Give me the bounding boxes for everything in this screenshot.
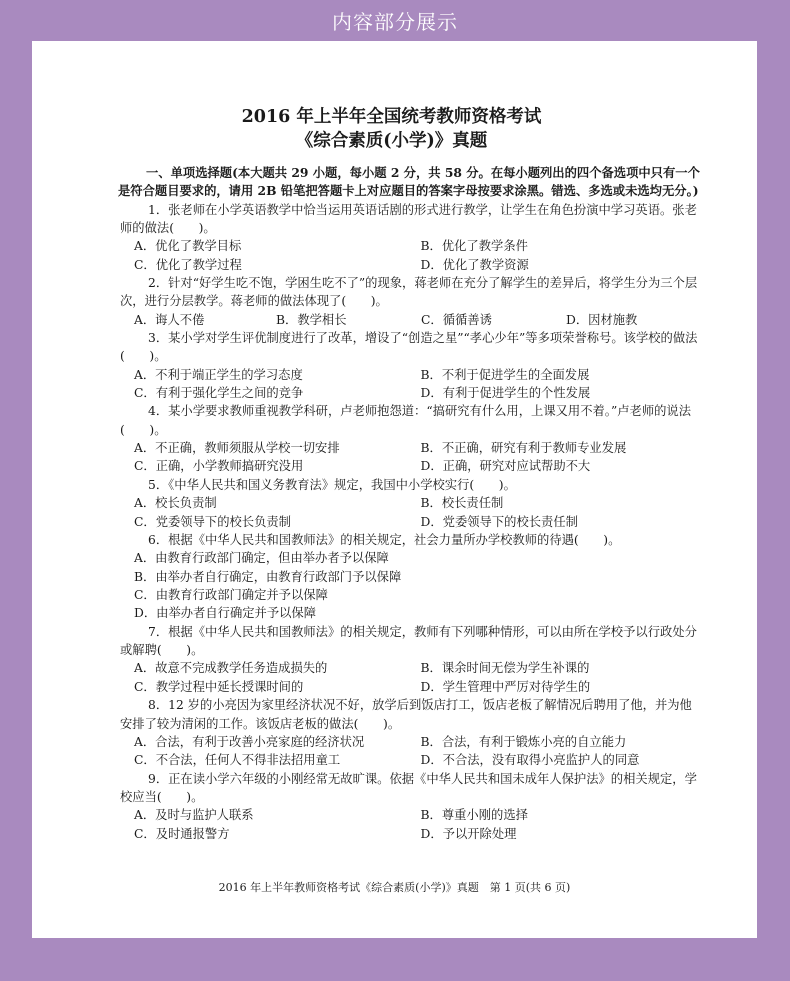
option-d: D．党委领导下的校长责任制 (420, 514, 578, 529)
question-4: 4．某小学要求教师重视教学科研，卢老师抱怨道：“搞研究有什么用，上课又用不着。”卢老师的说法( )。 (120, 404, 692, 437)
option-c: C．教学过程中延长授课时间的 (134, 679, 304, 694)
question-2: 2．针对“好学生吃不饱，学困生吃不了”的现象，蒋老师在充分了解学生的差异后，将学生分为三个层次，进行分层教学。蒋老师的做法体现了( )。 (120, 276, 698, 309)
option-d: D．不合法，没有取得小亮监护人的同意 (420, 753, 640, 768)
option-c: C．优化了教学过程 (134, 257, 242, 272)
option-d: D．予以开除处理 (420, 826, 517, 841)
question-1-options (120, 237, 693, 274)
question-1: 1．张老师在小学英语教学中恰当运用英语话剧的形式进行教学，让学生在角色扮演中学习英语。张老师的做法( )。 (120, 202, 697, 235)
option-a: A．优化了教学目标 (134, 239, 242, 254)
question-2-options (120, 311, 693, 329)
question-6-options (120, 549, 693, 623)
option-b: B．不正确，研究有利于教师专业发展 (420, 441, 627, 455)
option-c: C．正确，小学教师搞研究没用 (134, 459, 304, 474)
option-d: D．因材施教 (566, 312, 638, 327)
question-4-options (120, 439, 693, 476)
option-a: A．故意不完成教学任务造成损失的 (134, 661, 328, 676)
doc-title-line2: 《综合素质(小学)》真题 (295, 131, 488, 151)
option-b: B．课余时间无偿为学生补课的 (420, 661, 590, 676)
section-instructions: 一、单项选择题(本大题共 29 小题，每小题 2 分，共 58 分。在每小题列出的四个备选项中只有一个是符合题目要求的，请用 2B 铅笔把答题卡上对应题目的答案字母按要求涂黑。错选、多选或未选均无分。) (118, 165, 700, 199)
option-a: A．不正确，教师须服从学校一切安排 (134, 441, 340, 455)
page-footer: 2016 年上半年教师资格考试《综合素质(小学)》真题 第 1 页(共 6 页) (218, 881, 571, 894)
option-b: B．校长责任制 (420, 496, 504, 511)
question-9: 9．正在读小学六年级的小刚经常无故旷课。依据《中华人民共和国未成年人保护法》的相关规定，学校应当( )。 (120, 771, 697, 804)
option-d: D．正确，研究对应试帮助不大 (420, 459, 591, 474)
option-a: A．由教育行政部门确定，但由举办者予以保障 (134, 551, 389, 566)
question-3-options (120, 366, 693, 403)
option-c: C．党委领导下的校长负责制 (134, 514, 291, 529)
option-c: C．由教育行政部门确定并予以保障 (134, 588, 328, 603)
banner-title: 内容部分展示 (332, 9, 458, 34)
option-b: B．尊重小刚的选择 (420, 808, 528, 823)
option-c: C．有利于强化学生之间的竞争 (134, 386, 304, 400)
option-b: B．优化了教学条件 (420, 239, 528, 254)
question-8-options (120, 733, 693, 770)
option-a: A．诲人不倦 (134, 312, 205, 327)
question-5-options (120, 494, 693, 531)
option-d: D．有利于促进学生的个性发展 (420, 386, 591, 400)
option-b: B．教学相长 (276, 312, 347, 327)
document-page (32, 41, 757, 938)
option-a: A．不利于端正学生的学习态度 (134, 367, 303, 382)
question-3: 3．某小学对学生评优制度进行了改革，增设了“创造之星”“孝心少年”等多项荣誉称号。该学校的做法( )。 (120, 331, 698, 364)
option-d: D．优化了教学资源 (420, 257, 529, 272)
option-a: A．及时与监护人联系 (134, 808, 254, 823)
question-7: 7．根据《中华人民共和国教师法》的相关规定，教师有下列哪种情形，可以由所在学校予以行政处分或解聘( )。 (120, 624, 697, 658)
question-6: 6．根据《中华人民共和国教师法》的相关规定，社会力量所办学校教师的待遇( )。 (148, 532, 621, 547)
option-d: D．学生管理中严厉对待学生的 (420, 679, 591, 694)
option-a: A．校长负责制 (134, 496, 217, 511)
question-7-options (120, 659, 693, 696)
option-c: C．循循善诱 (421, 312, 492, 327)
question-5: 5．《中华人民共和国义务教育法》规定，我国中小学校实行( )。 (148, 477, 516, 492)
option-d: D．由举办者自行确定并予以保障 (134, 606, 317, 621)
question-9-options (120, 806, 693, 843)
option-b: B．合法，有利于锻炼小亮的自立能力 (420, 734, 627, 749)
option-c: C．不合法，任何人不得非法招用童工 (134, 753, 341, 768)
option-c: C．及时通报警方 (134, 826, 230, 841)
option-b: B．由举办者自行确定，由教育行政部门予以保障 (134, 569, 402, 584)
doc-title-line1: 2016 年上半年全国统考教师资格考试 (241, 107, 542, 127)
option-a: A．合法，有利于改善小亮家庭的经济状况 (134, 734, 365, 749)
option-b: B．不利于促进学生的全面发展 (420, 367, 590, 382)
question-8: 8．12 岁的小亮因为家里经济状况不好，放学后到饭店打工，饭店老板了解情况后聘用了他，并为他安排了较为清闲的工作。该饭店老板的做法( )。 (120, 698, 692, 731)
